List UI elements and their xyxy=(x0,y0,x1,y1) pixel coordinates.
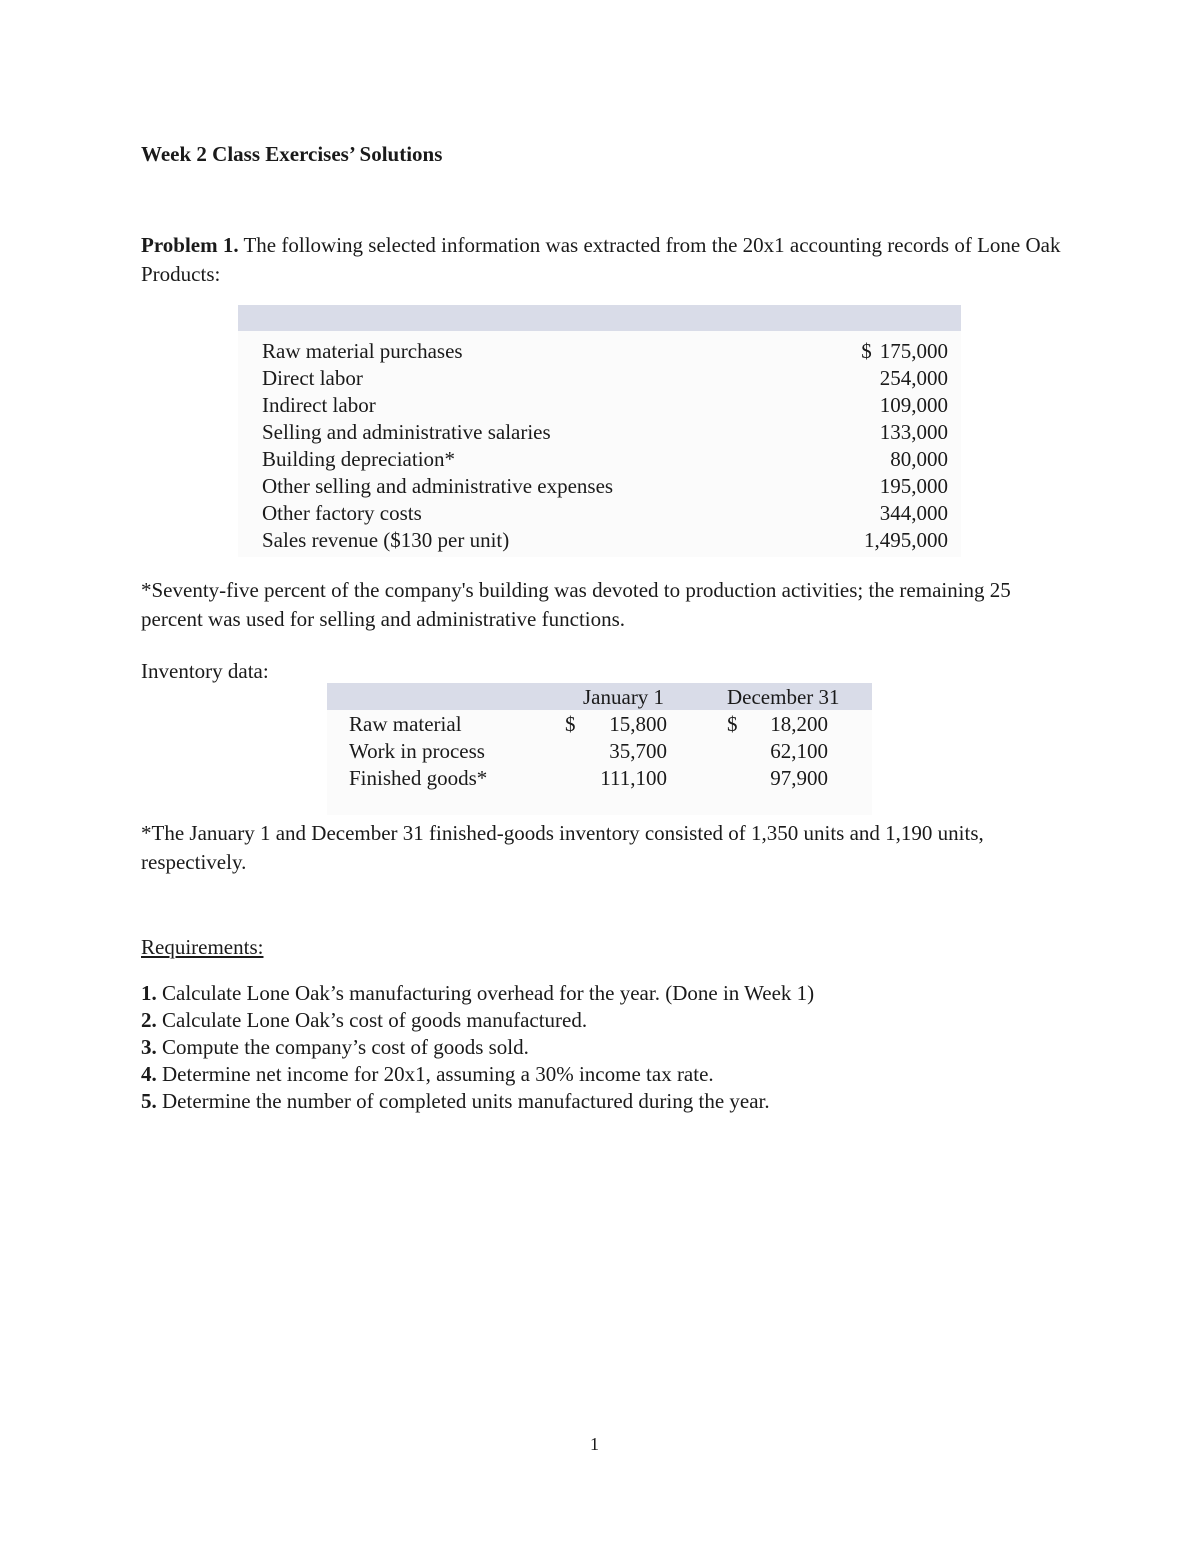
cost-table-header xyxy=(238,305,961,331)
row-value: 344,000 xyxy=(879,501,948,525)
row-value: 254,000 xyxy=(879,366,948,390)
table-row xyxy=(262,392,948,419)
cost-table-rows xyxy=(262,338,948,554)
table-row xyxy=(349,765,849,792)
january-value: 15,800 xyxy=(609,712,667,736)
december-value: 62,100 xyxy=(770,739,828,763)
page-number: 1 xyxy=(590,1434,599,1454)
row-value: 1,495,000 xyxy=(864,528,948,552)
item-text: Calculate Lone Oak’s manufacturing overhead for the year. (Done in Week 1) xyxy=(156,981,815,1005)
row-label: Direct labor xyxy=(262,366,363,390)
currency-symbol: $ xyxy=(861,339,872,363)
row-label: Other factory costs xyxy=(262,501,422,525)
item-number: 4. xyxy=(141,1062,157,1086)
item-text: Compute the company’s cost of goods sold. xyxy=(156,1035,529,1059)
table-row xyxy=(349,711,849,738)
footnote-building: *Seventy-five percent of the company's building was devoted to production activities; the remaining 25 percent was used for selling and administrative functions. xyxy=(141,578,1011,631)
problem-text: The following selected information was extracted from the 20x1 accounting records of Lone Oak Products: xyxy=(141,233,1061,286)
item-text: Determine the number of completed units manufactured during the year. xyxy=(156,1089,770,1113)
january-value: 111,100 xyxy=(600,766,667,790)
item-text: Determine net income for 20x1, assuming a 30% income tax rate. xyxy=(156,1062,714,1086)
row-label: Selling and administrative salaries xyxy=(262,420,551,444)
row-label: Other selling and administrative expenses xyxy=(262,474,614,498)
table-row xyxy=(262,419,948,446)
row-value: 133,000 xyxy=(879,420,948,444)
item-number: 1. xyxy=(141,981,157,1005)
table-row xyxy=(262,446,948,473)
list-item xyxy=(141,1034,814,1061)
currency-symbol: $ xyxy=(727,712,738,736)
problem-intro xyxy=(141,231,1061,289)
list-item xyxy=(141,1061,814,1088)
row-label: Sales revenue ($130 per unit) xyxy=(262,528,510,552)
problem-label: Problem 1. xyxy=(141,233,239,257)
row-value: 80,000 xyxy=(890,447,948,471)
table-row xyxy=(262,500,948,527)
row-label: Work in process xyxy=(349,739,485,763)
row-label: Indirect labor xyxy=(262,393,376,417)
december-value: 18,200 xyxy=(770,712,828,736)
table-row xyxy=(262,473,948,500)
requirements-list xyxy=(141,980,814,1115)
item-number: 2. xyxy=(141,1008,157,1032)
row-label: Building depreciation* xyxy=(262,447,456,471)
list-item xyxy=(141,980,814,1007)
item-number: 5. xyxy=(141,1089,157,1113)
row-value: 175,000 xyxy=(879,339,948,363)
column-header-december: December 31 xyxy=(727,685,840,709)
row-value: 109,000 xyxy=(879,393,948,417)
inventory-table xyxy=(327,683,872,815)
list-item xyxy=(141,1007,814,1034)
column-header-january: January 1 xyxy=(583,685,665,709)
table-row xyxy=(262,365,948,392)
requirements-heading: Requirements: xyxy=(141,935,264,959)
inventory-heading: Inventory data: xyxy=(141,659,269,683)
item-number: 3. xyxy=(141,1035,157,1059)
row-label: Finished goods* xyxy=(349,766,488,790)
table-row xyxy=(349,738,849,765)
row-label: Raw material purchases xyxy=(262,339,463,363)
cost-table xyxy=(238,305,961,557)
december-value: 97,900 xyxy=(770,766,828,790)
footnote-finished-goods: *The January 1 and December 31 finished-goods inventory consisted of 1,350 units and 1,190 units, respectively. xyxy=(141,821,984,874)
table-row xyxy=(262,527,948,554)
row-value: 195,000 xyxy=(879,474,948,498)
january-value: 35,700 xyxy=(609,739,667,763)
item-text: Calculate Lone Oak’s cost of goods manufactured. xyxy=(156,1008,588,1032)
currency-symbol: $ xyxy=(565,712,576,736)
page-title: Week 2 Class Exercises’ Solutions xyxy=(141,142,443,166)
table-row xyxy=(262,338,948,365)
list-item xyxy=(141,1088,814,1115)
row-label: Raw material xyxy=(349,712,462,736)
